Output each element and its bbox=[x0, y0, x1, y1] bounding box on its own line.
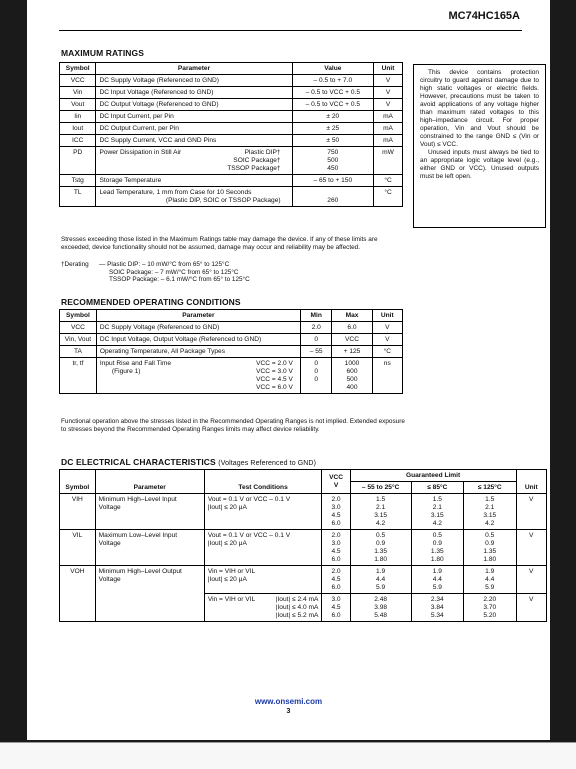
condition-line: |Iout| ≤ 4.0 mA bbox=[275, 603, 319, 611]
limit-cell bbox=[411, 530, 463, 566]
limit-line: 0.9 bbox=[376, 539, 386, 547]
column-header: ≤ 85°C bbox=[411, 482, 463, 494]
derating-notes bbox=[61, 261, 406, 284]
limit-line: 5.9 bbox=[376, 583, 386, 591]
limit-line: 4.2 bbox=[432, 519, 442, 527]
limit-line: 1.5 bbox=[485, 495, 495, 503]
package-label: TSSOP Package† bbox=[227, 164, 281, 172]
value-cell: – 0.5 to + 7.0 bbox=[292, 75, 373, 87]
value-cell bbox=[292, 147, 373, 175]
unit-cell: V bbox=[374, 99, 403, 111]
condition-line: VCC = 2.0 V bbox=[256, 359, 293, 367]
symbol-cell: Vin, Vout bbox=[60, 334, 97, 346]
table-header-row bbox=[60, 63, 403, 75]
limit-line: 2.1 bbox=[432, 503, 442, 511]
condition-cell bbox=[204, 594, 322, 622]
limit-cell bbox=[350, 494, 411, 530]
limit-line: 1.80 bbox=[483, 555, 497, 563]
limit-line: 4.2 bbox=[485, 519, 495, 527]
parameter-line: Voltage bbox=[98, 539, 121, 547]
value-line: 750 bbox=[327, 148, 339, 156]
vcc-line: 3.0 bbox=[331, 595, 341, 603]
symbol-cell: PD bbox=[60, 147, 96, 175]
min-line: 0 bbox=[314, 359, 319, 367]
limit-line: 5.20 bbox=[483, 611, 497, 619]
limit-line: 0.5 bbox=[376, 531, 386, 539]
condition-line: Vout = 0.1 V or VCC – 0.1 V bbox=[207, 495, 291, 503]
symbol-cell: Tstg bbox=[60, 175, 96, 187]
limit-line: 3.70 bbox=[483, 603, 497, 611]
unit-cell: °C bbox=[372, 346, 402, 358]
document-page bbox=[27, 0, 550, 740]
limit-cell bbox=[411, 566, 463, 594]
table-row bbox=[60, 494, 547, 530]
unit-cell: ns bbox=[372, 358, 402, 394]
column-header: Parameter bbox=[96, 310, 300, 322]
table-row bbox=[60, 175, 403, 187]
condition-line: VCC = 6.0 V bbox=[256, 383, 293, 391]
parameter-cell: Operating Temperature, All Package Types bbox=[96, 346, 300, 358]
table-row bbox=[60, 346, 403, 358]
vcc-header: VCC bbox=[329, 473, 343, 481]
table-row bbox=[60, 187, 403, 207]
limit-line: 3.15 bbox=[483, 511, 497, 519]
parameter-line: (Plastic DIP, SOIC or TSSOP Package) bbox=[165, 196, 281, 204]
min-cell: 2.0 bbox=[300, 322, 331, 334]
column-header: ≤ 125°C bbox=[464, 482, 516, 494]
parameter-line: Lead Temperature, 1 mm from Case for 10 Seconds bbox=[99, 188, 252, 196]
unit-cell: °C bbox=[374, 175, 403, 187]
unit-cell: V bbox=[516, 594, 547, 622]
symbol-cell: TL bbox=[60, 187, 96, 207]
limit-line: 1.9 bbox=[485, 567, 495, 575]
table-header-row bbox=[60, 310, 403, 322]
column-header: Test Conditions bbox=[204, 470, 322, 494]
parameter-cell bbox=[96, 147, 292, 175]
max-ratings-title: MAXIMUM RATINGS bbox=[61, 48, 145, 58]
unit-cell: V bbox=[374, 75, 403, 87]
column-header: Symbol bbox=[60, 310, 97, 322]
vcc-line: 6.0 bbox=[331, 611, 341, 619]
limit-line: 3.84 bbox=[430, 603, 444, 611]
max-cell bbox=[332, 358, 372, 394]
condition-line: |Iout| ≤ 20 μA bbox=[207, 503, 247, 511]
table-row bbox=[60, 99, 403, 111]
condition-line: Vin = VIH or VIL bbox=[207, 595, 256, 603]
limit-line: 4.4 bbox=[376, 575, 386, 583]
max-ratings-note: Stresses exceeding those listed in the Maximum Ratings table may damage the device. If any of these limits are exceeded, device functionality should not be assumed, damage may occur and reliability may be affected. bbox=[61, 236, 378, 251]
table-row bbox=[60, 87, 403, 99]
vcc-cell bbox=[322, 494, 350, 530]
limit-line: 4.4 bbox=[485, 575, 495, 583]
condition-cell bbox=[204, 566, 322, 594]
limit-line: 0.9 bbox=[485, 539, 495, 547]
rec-op-note: Functional operation above the stresses listed in the Recommended Operating Ranges is not implied. Extended exposure to stresses beyond the Recommended Operating Ranges limits may affect device reliability. bbox=[61, 418, 405, 433]
unit-cell: V bbox=[516, 530, 547, 566]
table-row bbox=[60, 322, 403, 334]
part-number-header: MC74HC165A bbox=[448, 10, 520, 22]
symbol-cell: Iout bbox=[60, 123, 96, 135]
vcc-cell bbox=[322, 594, 350, 622]
column-header: Max bbox=[332, 310, 372, 322]
parameter-cell bbox=[95, 494, 204, 530]
vcc-cell bbox=[322, 566, 350, 594]
max-line: 600 bbox=[346, 367, 358, 375]
unit-cell: V bbox=[374, 87, 403, 99]
condition-line: VCC = 3.0 V bbox=[256, 367, 293, 375]
limit-line: 5.48 bbox=[374, 611, 388, 619]
limit-line: 5.9 bbox=[485, 583, 495, 591]
header-rule bbox=[59, 30, 522, 31]
min-cell: 0 bbox=[300, 334, 331, 346]
limit-cell bbox=[464, 566, 516, 594]
limit-line: 1.9 bbox=[376, 567, 386, 575]
condition-line: Vin = VIH or VIL bbox=[207, 567, 256, 575]
symbol-cell: Iin bbox=[60, 111, 96, 123]
table-row bbox=[60, 75, 403, 87]
limit-line: 2.1 bbox=[485, 503, 495, 511]
vcc-line: 4.5 bbox=[331, 511, 341, 519]
table-row bbox=[60, 566, 547, 594]
table-row bbox=[60, 135, 403, 147]
limit-line: 1.35 bbox=[483, 547, 497, 555]
limit-line: 2.48 bbox=[374, 595, 388, 603]
dc-char-subtitle: (Voltages Referenced to GND) bbox=[218, 460, 317, 467]
dc-char-table bbox=[59, 469, 547, 622]
parameter-line: Input Rise and Fall Time bbox=[99, 359, 171, 367]
max-cell: VCC bbox=[332, 334, 372, 346]
vcc-line: 6.0 bbox=[331, 519, 341, 527]
vcc-line: 4.5 bbox=[331, 575, 341, 583]
vcc-line: 4.5 bbox=[331, 547, 341, 555]
parameter-cell: DC Supply Current, VCC and GND Pins bbox=[96, 135, 292, 147]
table-row bbox=[60, 123, 403, 135]
condition-line: |Iout| ≤ 5.2 mA bbox=[275, 611, 319, 619]
symbol-cell: VCC bbox=[60, 75, 96, 87]
column-header: Unit bbox=[374, 63, 403, 75]
column-header: Guaranteed Limit bbox=[350, 470, 516, 482]
limit-cell bbox=[350, 566, 411, 594]
unit-cell: V bbox=[372, 334, 402, 346]
column-header: Parameter bbox=[95, 470, 204, 494]
condition-line: |Iout| ≤ 2.4 mA bbox=[275, 595, 319, 603]
symbol-cell: VIH bbox=[60, 494, 96, 530]
vcc-line: 2.0 bbox=[331, 531, 341, 539]
table-header-row bbox=[60, 470, 547, 482]
limit-line: 1.80 bbox=[374, 555, 388, 563]
vcc-line: 3.0 bbox=[331, 539, 341, 547]
limit-cell bbox=[464, 494, 516, 530]
table-row bbox=[60, 147, 403, 175]
limit-line: 0.5 bbox=[485, 531, 495, 539]
limit-line: 5.9 bbox=[432, 583, 442, 591]
derating-line: — Plastic DIP: – 10 mW/°C from 65° to 125°C bbox=[99, 261, 230, 268]
max-line: 400 bbox=[346, 383, 358, 391]
parameter-cell bbox=[96, 187, 292, 207]
parameter-cell: DC Input Voltage (Referenced to GND) bbox=[96, 87, 292, 99]
limit-line: 5.34 bbox=[430, 611, 444, 619]
vcc-unit-header: V bbox=[333, 481, 339, 489]
dc-char-title bbox=[61, 457, 316, 467]
parameter-line: (Figure 1) bbox=[111, 367, 141, 375]
condition-line: |Iout| ≤ 20 μA bbox=[207, 575, 247, 583]
esd-notice-box bbox=[413, 64, 546, 228]
column-header: Min bbox=[300, 310, 331, 322]
condition-line: Vout = 0.1 V or VCC – 0.1 V bbox=[207, 531, 291, 539]
rec-op-table bbox=[59, 309, 403, 394]
min-cell: – 55 bbox=[300, 346, 331, 358]
table-row bbox=[60, 530, 547, 566]
value-cell: – 0.5 to VCC + 0.5 bbox=[292, 99, 373, 111]
parameter-line: Minimum High–Level Input bbox=[98, 495, 177, 503]
limit-line: 1.5 bbox=[376, 495, 386, 503]
table-row bbox=[60, 334, 403, 346]
max-cell: 6.0 bbox=[332, 322, 372, 334]
symbol-cell: VCC bbox=[60, 322, 97, 334]
unit-cell: mA bbox=[374, 123, 403, 135]
rec-op-title: RECOMMENDED OPERATING CONDITIONS bbox=[61, 297, 241, 307]
max-ratings-table bbox=[59, 62, 403, 207]
parameter-cell bbox=[95, 566, 204, 622]
value-cell: ± 50 bbox=[292, 135, 373, 147]
limit-line: 1.9 bbox=[432, 567, 442, 575]
parameter-cell: DC Supply Voltage (Referenced to GND) bbox=[96, 75, 292, 87]
unit-cell: V bbox=[516, 566, 547, 594]
table-row bbox=[60, 111, 403, 123]
condition-line: |Iout| ≤ 20 μA bbox=[207, 539, 247, 547]
website-link[interactable]: www.onsemi.com bbox=[254, 697, 323, 706]
parameter-cell: DC Input Current, per Pin bbox=[96, 111, 292, 123]
symbol-cell: VIL bbox=[60, 530, 96, 566]
derating-line: TSSOP Package: – 6.1 mW/°C from 65° to 125°C bbox=[109, 276, 250, 284]
symbol-cell: Vin bbox=[60, 87, 96, 99]
parameter-cell bbox=[96, 358, 300, 394]
value-line: 450 bbox=[327, 164, 339, 172]
unit-cell: mA bbox=[374, 135, 403, 147]
limit-line: 3.98 bbox=[374, 603, 388, 611]
parameter-cell bbox=[95, 530, 204, 566]
column-header: Symbol bbox=[60, 470, 96, 494]
parameter-cell: Storage Temperature bbox=[96, 175, 292, 187]
limit-line: 1.5 bbox=[432, 495, 442, 503]
esd-notice-paragraph: This device contains protection circuitry to guard against damage due to high static voltages or electric fields. However, precautions must be taken to avoid applications of any voltage higher than maximum rated voltages to this high–impedance circuit. For proper operation, Vin and Vout should be constrained to the range GND ≤ (Vin or Vout) ≤ VCC. bbox=[420, 69, 539, 148]
column-header: Unit bbox=[372, 310, 402, 322]
limit-cell bbox=[411, 594, 463, 622]
page-number: 3 bbox=[286, 708, 291, 715]
vcc-line: 3.0 bbox=[331, 503, 341, 511]
value-cell: 260 bbox=[292, 187, 373, 207]
parameter-cell: DC Output Voltage (Referenced to GND) bbox=[96, 99, 292, 111]
condition-cell bbox=[204, 530, 322, 566]
limit-cell bbox=[350, 530, 411, 566]
vcc-line: 2.0 bbox=[331, 567, 341, 575]
value-cell: ± 25 bbox=[292, 123, 373, 135]
parameter-line: Voltage bbox=[98, 575, 121, 583]
unit-cell: V bbox=[516, 494, 547, 530]
derating-line: SOIC Package: – 7 mW/°C from 65° to 125°C bbox=[109, 268, 239, 276]
unit-cell: mA bbox=[374, 111, 403, 123]
column-header: Unit bbox=[516, 470, 547, 494]
limit-line: 1.80 bbox=[430, 555, 444, 563]
max-cell: + 125 bbox=[332, 346, 372, 358]
column-header: Parameter bbox=[96, 63, 292, 75]
column-header bbox=[322, 470, 350, 494]
column-header: Value bbox=[292, 63, 373, 75]
table-row bbox=[60, 358, 403, 394]
package-label: Plastic DIP† bbox=[244, 148, 281, 156]
limit-cell bbox=[464, 594, 516, 622]
limit-line: 2.34 bbox=[430, 595, 444, 603]
unused-inputs-paragraph: Unused inputs must always be tied to an appropriate logic voltage level (e.g., either GND or VCC). Unused outputs must be left open. bbox=[420, 149, 539, 180]
parameter-line: Minimum High–Level Output bbox=[98, 567, 182, 575]
parameter-cell: DC Input Voltage, Output Voltage (Referenced to GND) bbox=[96, 334, 300, 346]
column-header: – 55 to 25°C bbox=[350, 482, 411, 494]
vcc-cell bbox=[322, 530, 350, 566]
parameter-cell: DC Output Current, per Pin bbox=[96, 123, 292, 135]
limit-cell bbox=[350, 594, 411, 622]
symbol-cell: TA bbox=[60, 346, 97, 358]
limit-line: 0.9 bbox=[432, 539, 442, 547]
value-cell: – 65 to + 150 bbox=[292, 175, 373, 187]
unit-cell: V bbox=[372, 322, 402, 334]
value-line: 500 bbox=[327, 156, 339, 164]
limit-cell bbox=[464, 530, 516, 566]
value-cell: ± 20 bbox=[292, 111, 373, 123]
vcc-line: 6.0 bbox=[331, 583, 341, 591]
symbol-cell: ICC bbox=[60, 135, 96, 147]
column-header: Symbol bbox=[60, 63, 96, 75]
limit-cell bbox=[411, 494, 463, 530]
derating-label: †Derating bbox=[61, 261, 89, 268]
limit-line: 3.15 bbox=[374, 511, 388, 519]
vcc-line: 2.0 bbox=[331, 495, 341, 503]
unit-cell: °C bbox=[374, 187, 403, 207]
condition-line: VCC = 4.5 V bbox=[256, 375, 293, 383]
parameter-cell: DC Supply Voltage (Referenced to GND) bbox=[96, 322, 300, 334]
unit-cell: mW bbox=[374, 147, 403, 175]
parameter-text: Power Dissipation in Still Air bbox=[99, 148, 182, 156]
value-cell: – 0.5 to VCC + 0.5 bbox=[292, 87, 373, 99]
limit-line: 1.35 bbox=[430, 547, 444, 555]
min-cell bbox=[300, 358, 331, 394]
dc-char-title-text: DC ELECTRICAL CHARACTERISTICS bbox=[61, 457, 216, 467]
vcc-line: 4.5 bbox=[331, 603, 341, 611]
condition-cell bbox=[204, 494, 322, 530]
max-line: 500 bbox=[346, 375, 358, 383]
limit-line: 2.1 bbox=[376, 503, 386, 511]
parameter-line: Voltage bbox=[98, 503, 121, 511]
symbol-cell: VOH bbox=[60, 566, 96, 622]
limit-line: 2.20 bbox=[483, 595, 497, 603]
limit-line: 0.5 bbox=[432, 531, 442, 539]
symbol-cell: tr, tf bbox=[60, 358, 97, 394]
symbol-cell: Vout bbox=[60, 99, 96, 111]
package-label: SOIC Package† bbox=[233, 156, 281, 164]
min-line: 0 bbox=[314, 367, 319, 375]
vcc-line: 6.0 bbox=[331, 555, 341, 563]
limit-line: 4.4 bbox=[432, 575, 442, 583]
limit-line: 3.15 bbox=[430, 511, 444, 519]
limit-line: 4.2 bbox=[376, 519, 386, 527]
min-line: 0 bbox=[314, 375, 319, 383]
max-line: 1000 bbox=[344, 359, 360, 367]
viewer-bottom-band bbox=[0, 742, 576, 769]
limit-line: 1.35 bbox=[374, 547, 388, 555]
parameter-line: Maximum Low–Level Input bbox=[98, 531, 178, 539]
